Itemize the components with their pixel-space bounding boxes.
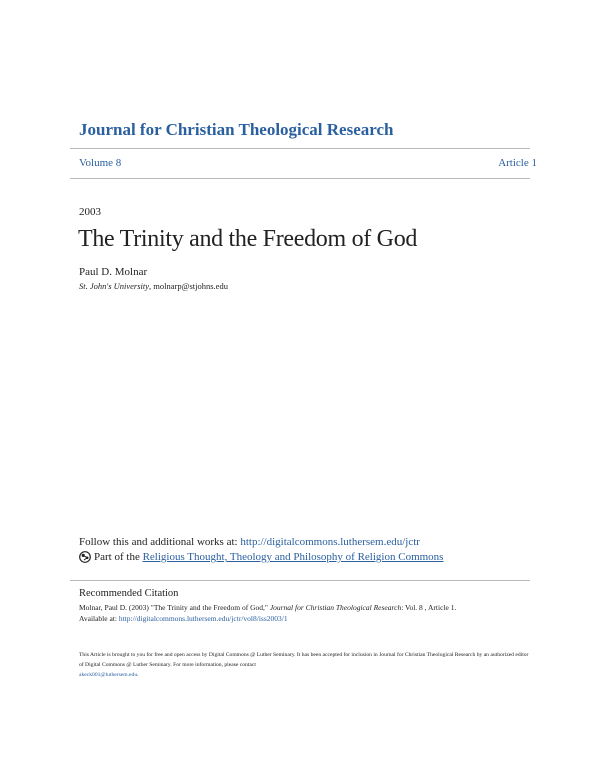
author-name: Paul D. Molnar: [79, 266, 148, 278]
partof-line: [79, 551, 443, 563]
citation-suffix: : Vol. 8 , Article 1.: [401, 603, 457, 612]
citation-prefix: Molnar, Paul D. (2003) "The Trinity and the Freedom of God,": [79, 603, 270, 612]
paper-title: The Trinity and the Freedom of God: [78, 226, 418, 252]
commons-link[interactable]: Religious Thought, Theology and Philosophy of Religion Commons: [142, 551, 444, 563]
follow-url-link[interactable]: http://digitalcommons.luthersem.edu/jctr: [240, 536, 420, 548]
citation-rule: [70, 580, 530, 581]
permission-end: .: [137, 672, 139, 678]
author-affiliation: [79, 281, 228, 291]
author-institution: St. John's University: [79, 281, 150, 291]
citation-available-text: Available at:: [79, 614, 119, 623]
article-link[interactable]: Article 1: [498, 157, 537, 169]
citation-url-link[interactable]: http://digitalcommons.luthersem.edu/jctr/vol8/iss2003/1: [118, 614, 288, 623]
permission-statement: [79, 650, 529, 680]
journal-title: Journal for Christian Theological Research: [79, 120, 394, 139]
volume-link[interactable]: Volume 8: [79, 157, 122, 169]
citation-label: Recommended Citation: [79, 588, 179, 599]
header-rule-top: [70, 148, 530, 149]
citation-text: [79, 602, 529, 624]
network-icon: [79, 551, 91, 563]
follow-line: [79, 536, 420, 548]
publication-year: 2003: [79, 206, 101, 218]
header-rule-bottom: [70, 178, 530, 179]
author-email: , molnarp@stjohns.edu: [149, 281, 228, 291]
contact-email-link[interactable]: akeck001@luthersem.edu: [79, 672, 138, 678]
partof-text: Part of the: [94, 551, 140, 563]
permission-text: This Article is brought to you for free and open access by Digital Commons @ Luther Seminary. It has been accepted for inclusion in Journal for Christian Theological Research by an authorized editor of Digital Commons @ Luther Seminary. For more information, please contact: [79, 652, 529, 668]
follow-text: Follow this and additional works at:: [79, 536, 241, 548]
citation-journal: Journal for Christian Theological Research: [269, 603, 402, 612]
